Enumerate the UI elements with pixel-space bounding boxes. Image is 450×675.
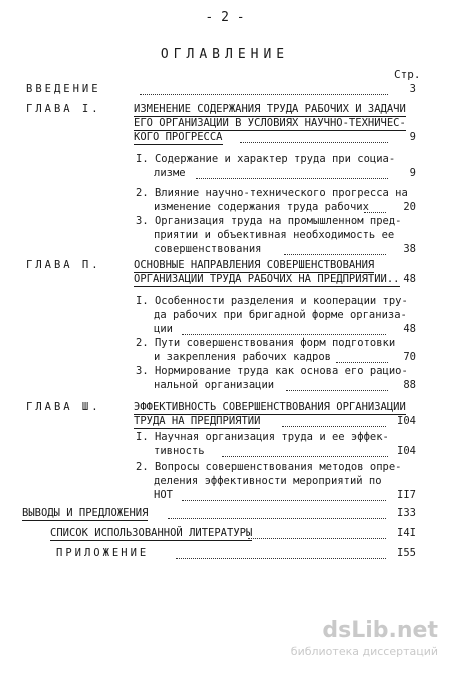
page-number: - 2 - [205, 10, 245, 25]
section-title-line: I. Особенности разделения и кооперации тру- [136, 295, 408, 307]
section-title-line: ции [154, 323, 173, 335]
leader-dots [286, 390, 388, 391]
leader-dots [284, 254, 386, 255]
section-title-line: нальной организации [154, 379, 275, 391]
page-ref: 20 [403, 201, 416, 213]
page-ref: 48 [403, 323, 416, 335]
section-title-line: 2. Вопросы совершенствования методов опре- [136, 461, 402, 473]
leader-dots [182, 334, 386, 335]
section-title-line: лизме [154, 167, 186, 179]
toc-entry-appendix: ПРИЛОЖЕНИЕ [56, 547, 150, 559]
chapter-title-line: ОРГАНИЗАЦИИ ТРУДА РАБОЧИХ НА ПРЕДПРИЯТИИ.. [134, 273, 400, 285]
chapter-prefix: ГЛАВА Ш. [26, 401, 101, 413]
toc-entry-bibliography: СПИСОК ИСПОЛЬЗОВАННОЙ ЛИТЕРАТУРЫ [50, 527, 253, 539]
leader-dots [248, 538, 386, 539]
section-title-line: I. Содержание и характер труда при социа- [136, 153, 396, 165]
watermark-caption: библиотека диссертаций [290, 645, 438, 658]
chapter-title-line: КОГО ПРОГРЕССА [134, 131, 223, 143]
section-title-line: I. Научная организация труда и ее эффек- [136, 431, 389, 443]
chapter-title-line: ЭФФЕКТИВНОСТЬ СОВЕРШЕНСТВОВАНИЯ ОРГАНИЗАЦИИ [134, 401, 406, 413]
section-title-line: деления эффективности мероприятий по [154, 475, 382, 487]
section-title-line: приятии и объективная необходимость ее [154, 229, 395, 241]
page-ref: 70 [403, 351, 416, 363]
chapter-prefix: ГЛАВА I. [26, 103, 101, 115]
leader-dots [240, 142, 388, 143]
chapter-title-line: ЕГО ОРГАНИЗАЦИИ В УСЛОВИЯХ НАУЧНО-ТЕХНИЧЕС- [134, 117, 406, 129]
leader-dots [140, 94, 388, 95]
section-title-line: НОТ [154, 489, 173, 501]
section-title-line: 2. Пути совершенствования форм подготовки [136, 337, 396, 349]
page-ref: I55 [397, 547, 416, 559]
page-ref: 9 [409, 167, 416, 179]
leader-dots [222, 456, 388, 457]
section-title-line: и закрепления рабочих кадров [154, 351, 332, 363]
chapter-title-line: ТРУДА НА ПРЕДПРИЯТИИ [134, 415, 261, 427]
leader-dots [196, 178, 388, 179]
chapter-title-line: ОСНОВНЫЕ НАПРАВЛЕНИЯ СОВЕРШЕНСТВОВАНИЯ [134, 259, 375, 271]
chapter-title-line: ИЗМЕНЕНИЕ СОДЕРЖАНИЯ ТРУДА РАБОЧИХ И ЗАДАЧИ [134, 103, 406, 115]
section-title-line: 2. Влияние научно-технического прогресса на [136, 187, 408, 199]
toc-entry-intro: ВВЕДЕНИЕ [26, 83, 101, 95]
chapter-prefix: ГЛАВА П. [26, 259, 101, 271]
section-title-line: 3. Нормирование труда как основа его рацио- [136, 365, 408, 377]
page-ref: I04 [397, 445, 416, 457]
leader-dots [176, 558, 386, 559]
toc-title: ОГЛАВЛЕНИЕ [160, 47, 290, 62]
watermark [291, 618, 438, 658]
page-ref: I04 [397, 415, 416, 427]
page-ref: 38 [403, 243, 416, 255]
watermark-logo: dsLib.net [322, 618, 438, 643]
page-ref: 48 [403, 273, 416, 285]
section-title-line: 3. Организация труда на промышленном пред- [136, 215, 402, 227]
page-ref: 3 [409, 83, 416, 95]
leader-dots [282, 426, 386, 427]
leader-dots [182, 500, 386, 501]
section-title-line: изменение содержания труда рабочих [154, 201, 369, 213]
page-ref: 9 [409, 131, 416, 143]
page-ref: 88 [403, 379, 416, 391]
section-title-line: совершенствования [154, 243, 262, 255]
page-ref: I33 [397, 507, 416, 519]
section-title-line: тивность [154, 445, 205, 457]
page-ref: II7 [397, 489, 416, 501]
leader-dots [168, 518, 386, 519]
page-ref: I4I [397, 527, 416, 539]
toc-entry-conclusions: ВЫВОДЫ И ПРЕДЛОЖЕНИЯ [22, 507, 149, 519]
section-title-line: да рабочих при бригадной форме организа- [154, 309, 407, 321]
page-column-header: Стр. [394, 68, 421, 81]
